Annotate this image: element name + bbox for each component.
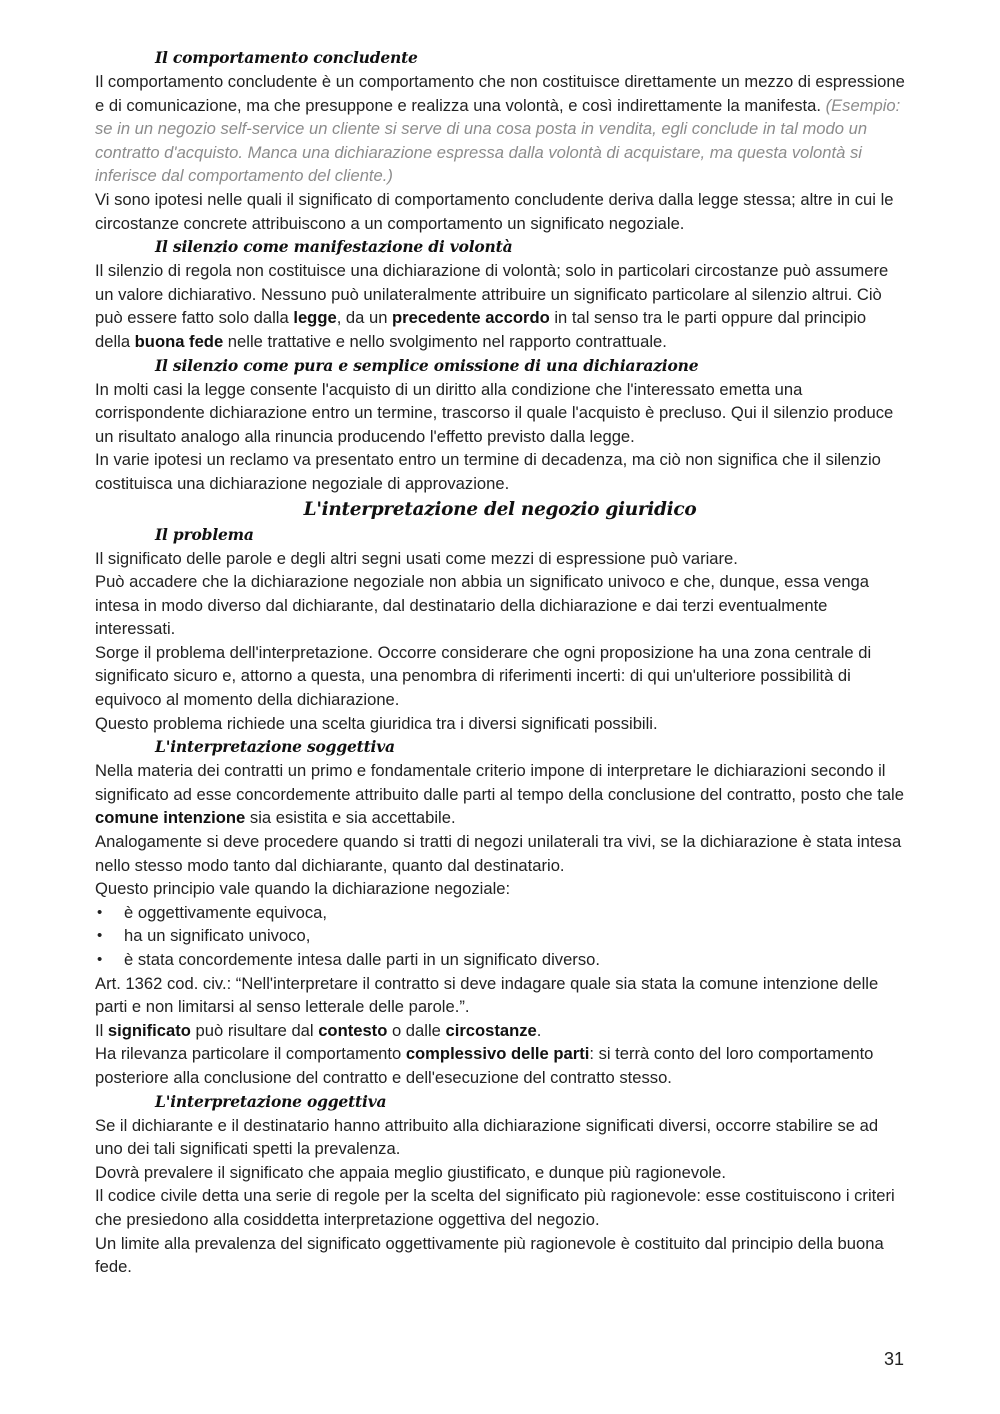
paragraph-text: Ha rilevanza particolare il comportamento [95, 1044, 406, 1064]
paragraph: Vi sono ipotesi nelle quali il significato di comportamento concludente deriva dalla legge stessa; altre in cui le circostanze concrete attribuiscono a un comportamento un significato negoziale. [95, 189, 894, 233]
document-page [95, 46, 905, 1279]
paragraph-text: Il comportamento concludente è un comportamento che non costituisce direttamente un mezzo di espressione e di comunicazione, ma che presuppone e realizza una volontà, e così indirettamente la manifesta. [95, 72, 905, 115]
chapter-heading: L'interpretazione del negozio giuridico [303, 498, 697, 520]
paragraph-text: , da un [336, 308, 393, 328]
bold-term: precedente accordo [392, 308, 550, 328]
paragraph: Se il dichiarante e il destinatario hanno attribuito alla dichiarazione significati diversi, occorre stabilire se ad uno dei tali significati spetti la prevalenza. [95, 1115, 879, 1159]
quote-paragraph: Art. 1362 cod. civ.: “Nell'interpretare il contratto si deve indagare quale sia stata la comune intenzione delle parti e non limitarsi al senso letterale delle parole.”. [95, 973, 879, 1017]
paragraph: Il codice civile detta una serie di regole per la scelta del significato più ragionevole: esse costituiscono i criteri che presiedono alla cosiddetta interpretazione oggettiva del negozio. [95, 1186, 895, 1229]
paragraph [95, 259, 905, 353]
paragraph: Sorge il problema dell'interpretazione. Occorre considerare che ogni proposizione ha una zona centrale di significato sicuro e, attorno a questa, una penombra di riferimenti incerti: di qui un'ulteriore possibilità di equivoco al momento della dichiarazione. [95, 642, 872, 710]
paragraph-text: : si terrà conto del loro comportamento posteriore alla conclusione del contratto e dell'esecuzione del contratto stesso. [95, 1044, 874, 1087]
list-item: • ha un significato univoco, [95, 924, 905, 948]
example-note: (Esempio: se in un negozio self-service un cliente si serve di una cosa posta in vendita, egli conclude in tal modo un contratto d'acquisto. Manca una dichiarazione espressa dalla volontà di acquistare, ma questa volontà si inferisce dal comportamento del cliente.) [95, 95, 901, 186]
paragraph-text: . [536, 1020, 542, 1040]
paragraph: Un limite alla prevalenza del significato oggettivamente più ragionevole è costituito dal principio della buona fede. [95, 1233, 884, 1277]
section-heading-silenzio-manifestazione: Il silenzio come manifestazione di volontà [155, 237, 513, 257]
section-heading-problema: Il problema [155, 524, 254, 544]
paragraph-text: Il [95, 1020, 108, 1040]
section-heading-comportamento-concludente: Il comportamento concludente [155, 48, 418, 67]
paragraph: Analogamente si deve procedere quando si tratti di negozi unilaterali tra vivi, se la dichiarazione è stata intesa nello stesso modo tanto dal dichiarante, quanto dal destinatario. [95, 832, 902, 875]
paragraph: In molti casi la legge consente l'acquisto di un diritto alla condizione che l'interessato emetta una corrispondente dichiarazione entro un termine, trascorso il quale l'acquisto è precluso. Qui il silenzio produce un risultato analogo alla rinuncia producendo l'effetto previsto dalla legge. [95, 379, 894, 446]
paragraph [95, 1019, 905, 1043]
bold-term: significato [107, 1020, 191, 1040]
list-item: • è oggettivamente equivoca, [95, 901, 905, 925]
paragraph: Dovrà prevalere il significato che appaia meglio giustificato, e dunque più ragionevole. [95, 1162, 726, 1182]
bullet-list [95, 901, 905, 972]
paragraph-text: in tal senso tra le parti oppure dal principio della [95, 308, 867, 351]
paragraph-text: Nella materia dei contratti un primo e fondamentale criterio impone di interpretare le dichiarazioni secondo il significato ad esse concordemente attribuito dalle parti al tempo della conclusione del contratto, posto che tale [95, 761, 904, 804]
section-heading-silenzio-omissione: Il silenzio come pura e semplice omissione di una dichiarazione [155, 355, 699, 375]
bold-term: contesto [318, 1020, 388, 1040]
list-item: • è stata concordemente intesa dalle parti in un significato diverso. [95, 948, 905, 972]
bold-term: circostanze [445, 1020, 537, 1040]
paragraph [95, 759, 905, 830]
paragraph-text: Il silenzio di regola non costituisce una dichiarazione di volontà; solo in particolari circostanze può assumere un valore dichiarativo. Nessuno può unilateralmente attribuire un significato particolare al silenzio altrui. Ciò può essere fatto solo dalla [95, 261, 889, 328]
paragraph: Questo problema richiede una scelta giuridica tra i diversi significati possibili. [95, 713, 658, 733]
bold-term: buona fede [134, 331, 224, 351]
paragraph: Il significato delle parole e degli altri segni usati come mezzi di espressione può variare. [95, 548, 738, 568]
paragraph-text: o dalle [387, 1020, 446, 1040]
paragraph: Può accadere che la dichiarazione negoziale non abbia un significato univoco e che, dunque, essa venga intesa in modo diverso dal dichiarante, dal destinatario della dichiarazione e dai terzi eventualmente interessati. [95, 572, 869, 639]
section-heading-interpretazione-soggettiva: L'interpretazione soggettiva [155, 737, 395, 757]
bold-term: complessivo delle parti [405, 1044, 590, 1064]
paragraph-text: nelle trattative e nello svolgimento nel rapporto contrattuale. [223, 331, 667, 351]
paragraph-text: sia esistita e sia accettabile. [245, 808, 456, 828]
paragraph [95, 70, 905, 188]
bold-term: legge [293, 308, 337, 328]
paragraph: In varie ipotesi un reclamo va presentato entro un termine di decadenza, ma ciò non significa che il silenzio costituisca una dichiarazione negoziale di approvazione. [95, 450, 881, 493]
paragraph-text: può risultare dal [190, 1020, 319, 1040]
section-heading-interpretazione-oggettiva: L'interpretazione oggettiva [155, 1091, 387, 1111]
paragraph: Questo principio vale quando la dichiarazione negoziale: [95, 879, 511, 899]
paragraph [95, 1042, 905, 1089]
page-number: 31 [883, 1349, 904, 1369]
bold-term: comune intenzione [95, 808, 246, 828]
